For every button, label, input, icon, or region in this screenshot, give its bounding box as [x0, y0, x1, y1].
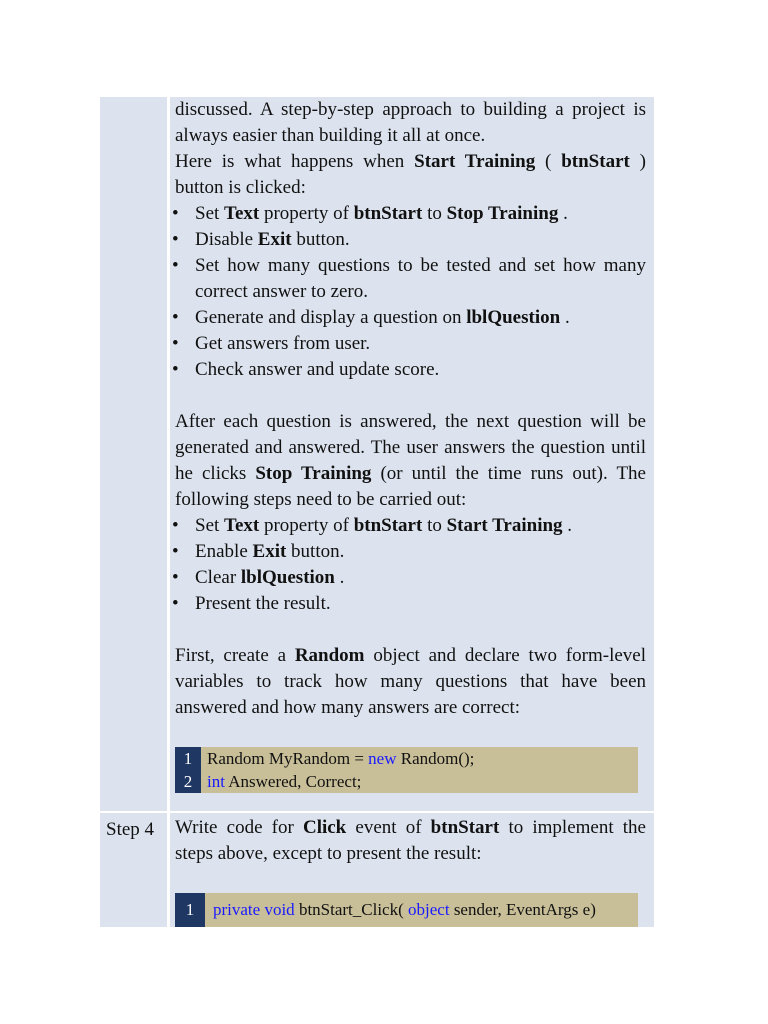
- keyword: private: [213, 900, 261, 919]
- line-number: 1: [175, 747, 201, 770]
- list-item: • Get answers from user.: [175, 331, 646, 357]
- bullet-icon: •: [172, 203, 179, 224]
- list-item: • Disable Exit button.: [175, 227, 646, 253]
- start-training-paragraph: Here is what happens when Start Training ( btnStart ) button is clicked:: [175, 151, 647, 198]
- code-line: [175, 770, 638, 793]
- after-question-paragraph: After each question is answered, the next question will be generated and answered. The user answers the question until he clicks Stop Training (or until the time runs out). The following steps need to be carried out:: [175, 411, 646, 510]
- stop-steps-list: [172, 513, 646, 617]
- keyword: void: [264, 900, 295, 919]
- code-text: int Answered, Correct;: [207, 772, 362, 791]
- step-cell: [100, 813, 167, 927]
- bullet-icon: •: [172, 515, 179, 536]
- description-content: [172, 97, 647, 793]
- spacer: [175, 617, 646, 643]
- list-item: • Present the result.: [175, 591, 646, 617]
- code-text: Random MyRandom = new Random();: [207, 749, 475, 768]
- keyword: new: [368, 749, 397, 768]
- description-content: [175, 815, 646, 927]
- list-item: • Set Text property of btnStart to Start Training .: [175, 513, 646, 539]
- bullet-icon: •: [172, 359, 179, 380]
- bullet-icon: •: [172, 593, 179, 614]
- bullet-icon: •: [172, 333, 179, 354]
- description-cell: [170, 97, 654, 811]
- list-item: • Set Text property of btnStart to Stop Training .: [175, 201, 646, 227]
- line-number: 2: [175, 770, 201, 793]
- bullet-icon: •: [172, 541, 179, 562]
- bullet-icon: •: [172, 307, 179, 328]
- bullet-icon: •: [172, 255, 179, 276]
- code-block: [175, 893, 638, 927]
- start-steps-list: [172, 201, 646, 383]
- spacer: [175, 721, 646, 747]
- table-row: [100, 813, 654, 927]
- list-item: • Check answer and update score.: [175, 357, 646, 383]
- code-text: private void btnStart_Click( object sender, EventArgs e): [213, 900, 596, 919]
- step-cell: [100, 97, 167, 811]
- line-number: 1: [175, 893, 205, 927]
- code-line: [175, 747, 638, 770]
- spacer: [175, 383, 646, 409]
- description-cell: [170, 813, 654, 927]
- bullet-icon: •: [172, 567, 179, 588]
- table-row: [100, 97, 654, 811]
- keyword: int: [207, 772, 225, 791]
- intro-paragraph: discussed. A step-by-step approach to building a project is always easier than building it all at once.: [175, 99, 646, 146]
- steps-table: [100, 97, 654, 927]
- code-line: [175, 893, 638, 927]
- code-block: [175, 747, 638, 793]
- list-item: • Enable Exit button.: [175, 539, 646, 565]
- list-item: • Generate and display a question on lblQuestion .: [175, 305, 646, 331]
- step4-paragraph: Write code for Click event of btnStart to implement the steps above, except to present the result:: [175, 817, 646, 864]
- keyword: object: [408, 900, 450, 919]
- bullet-icon: •: [172, 229, 179, 250]
- step-label: Step 4: [106, 819, 155, 840]
- list-item: • Clear lblQuestion .: [175, 565, 646, 591]
- first-create-paragraph: First, create a Random object and declare two form-level variables to track how many questions that have been answered and how many answers are correct:: [175, 645, 646, 718]
- spacer: [175, 867, 646, 893]
- list-item: • Set how many questions to be tested and set how many correct answer to zero.: [172, 255, 646, 302]
